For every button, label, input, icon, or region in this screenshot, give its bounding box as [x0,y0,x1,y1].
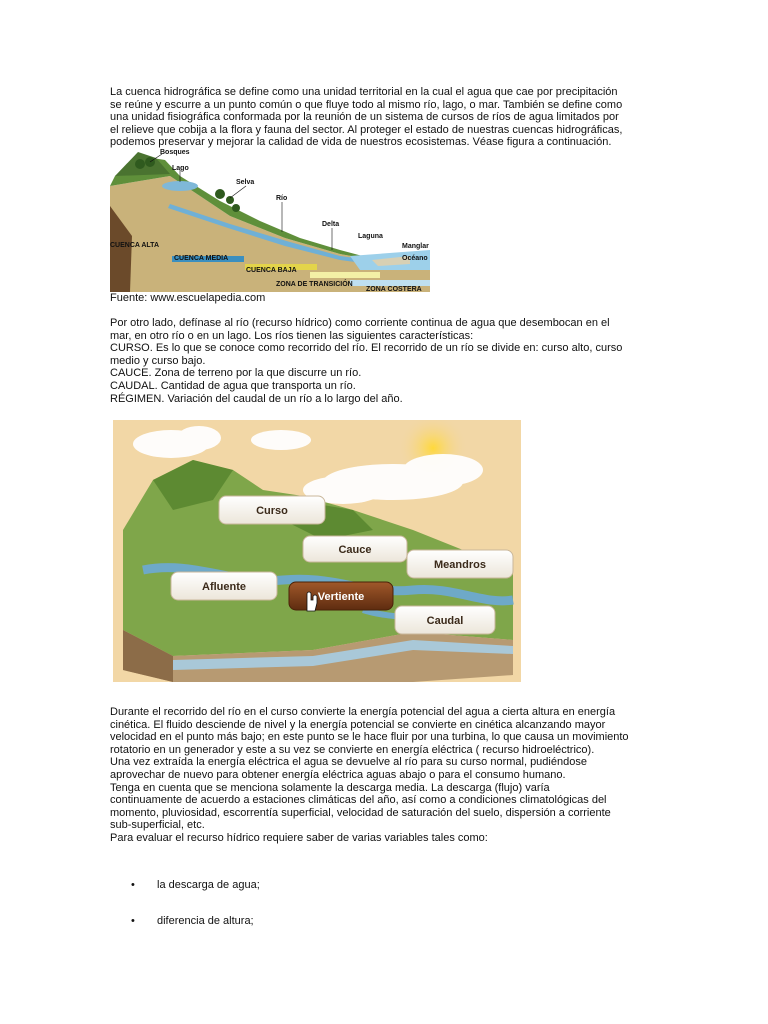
text-line: rotatorio en un generador y este a su vez se convierte en energía eléctrica ( recurso hidroeléctrico). [110,743,595,756]
label-rio: Río [276,195,288,202]
river-parts-figure [113,420,521,682]
label-meandros: Meandros [434,559,486,571]
text-line: mar, en otro río o en un lago. Los ríos tienen las siguientes características: [110,329,474,342]
label-cuenca-media: CUENCA MEDIA [174,255,229,262]
source-caption [110,292,662,305]
text-line: cinética. El fluido desciende de nivel y la energía potencial se convierte en cinética alcanzando mayor [110,718,606,731]
text-line: CAUCE. Zona de terreno por la que discurre un río. [110,367,362,380]
label-afluente: Afluente [202,581,246,593]
source-text: Fuente: www.escuelapedia.com [110,292,266,304]
text-line: Durante el recorrido del río en el curso convierte la energía potencial del agua a cierta altura en energía [110,706,616,718]
text-line: sub-superficial, etc. [110,819,205,832]
text-line: podemos preservar y mejorar la calidad de vida de nuestros ecosistemas. Véase figura a continuación. [110,136,612,149]
label-caudal: Caudal [426,615,464,627]
text-line: CAUDAL. Cantidad de agua que transporta un río. [110,379,356,392]
river-parts-illustration [113,420,521,682]
label-cauce: Cauce [338,544,372,556]
watershed-figure [110,146,432,292]
label-bosques: Bosques [160,149,190,156]
list-item-text: la descarga de agua; [157,879,260,891]
label-zona-transicion: ZONA DE TRANSICIÓN [276,281,353,288]
bullet-icon: • [131,879,135,891]
intro-paragraph [110,86,662,149]
bubble-caudal [395,606,495,634]
label-zona-costera: ZONA COSTERA [366,286,422,292]
label-selva: Selva [236,179,255,186]
label-vertiente: Vertiente [317,591,365,603]
bubble-curso [219,496,325,524]
list-item-text: diferencia de altura; [157,915,254,927]
label-cuenca-alta: CUENCA ALTA [110,242,159,249]
label-delta: Delta [322,221,340,228]
text-line: Una vez extraída la energía eléctrica el agua se devuelve al río para su curso normal, pudiéndose [110,756,587,769]
bubble-afluente [171,572,277,600]
label-oceano: Océano [402,255,428,262]
bubble-vertiente [289,582,393,610]
label-manglar: Manglar [402,243,429,250]
text-line: momento, pluviosidad, escorrentía superficial, velocidad de saturación del suelo, dispersión a corriente [110,806,611,819]
text-line: CURSO. Es lo que se conoce como recorrido del río. El recorrido de un río se divide en: curso alto, curso [110,342,623,355]
bubble-cauce [303,536,407,562]
text-line: velocidad en el punto más bajo; en este punto se le hace fluir por una turbina, lo que causa un movimiento [110,731,629,744]
text-line: Por otro lado, defínase al río (recurso hídrico) como corriente continua de agua que desembocan en el [110,317,610,329]
text-line: Para evaluar el recurso hídrico requiere saber de varias variables tales como: [110,831,488,844]
bubble-meandros [407,550,513,578]
bullet-icon: • [131,915,135,927]
text-line: se reúne y escurre a un punto común o que fluye todo al mismo río, lago, o mar. También se define como [110,98,623,111]
text-line: una unidad fisiográfica conformada por la reunión de un sistema de cursos de ríos de agua limitados por [110,111,619,124]
rivers-paragraph [110,317,662,405]
label-cuenca-baja: CUENCA BAJA [246,267,297,274]
text-line: Tenga en cuenta que se menciona solamente la descarga media. La descarga (flujo) varía [110,781,550,794]
text-line: medio y curso bajo. [110,354,206,367]
variables-list [110,878,662,950]
text-line: RÉGIMEN. Variación del caudal de un río a lo largo del año. [110,392,403,405]
energy-paragraph [110,706,662,845]
label-lago: Lago [172,165,189,172]
list-item [110,914,662,950]
text-line: aprovechar de nuevo para obtener energía eléctrica aguas abajo o para el consumo humano. [110,768,566,781]
text-line: el relieve que cobija a la flora y fauna del sector. Al proteger el estado de nuestras cuencas hidrográficas, [110,123,623,136]
list-item [110,878,662,914]
label-laguna: Laguna [358,233,383,240]
watershed-illustration [110,146,432,292]
text-line: La cuenca hidrográfica se define como una unidad territorial en la cual el agua que cae por precipitación [110,86,618,98]
text-line: continuamente de acuerdo a estaciones climáticas del año, así como a condiciones climatológicas del [110,794,607,807]
label-curso: Curso [256,505,288,517]
